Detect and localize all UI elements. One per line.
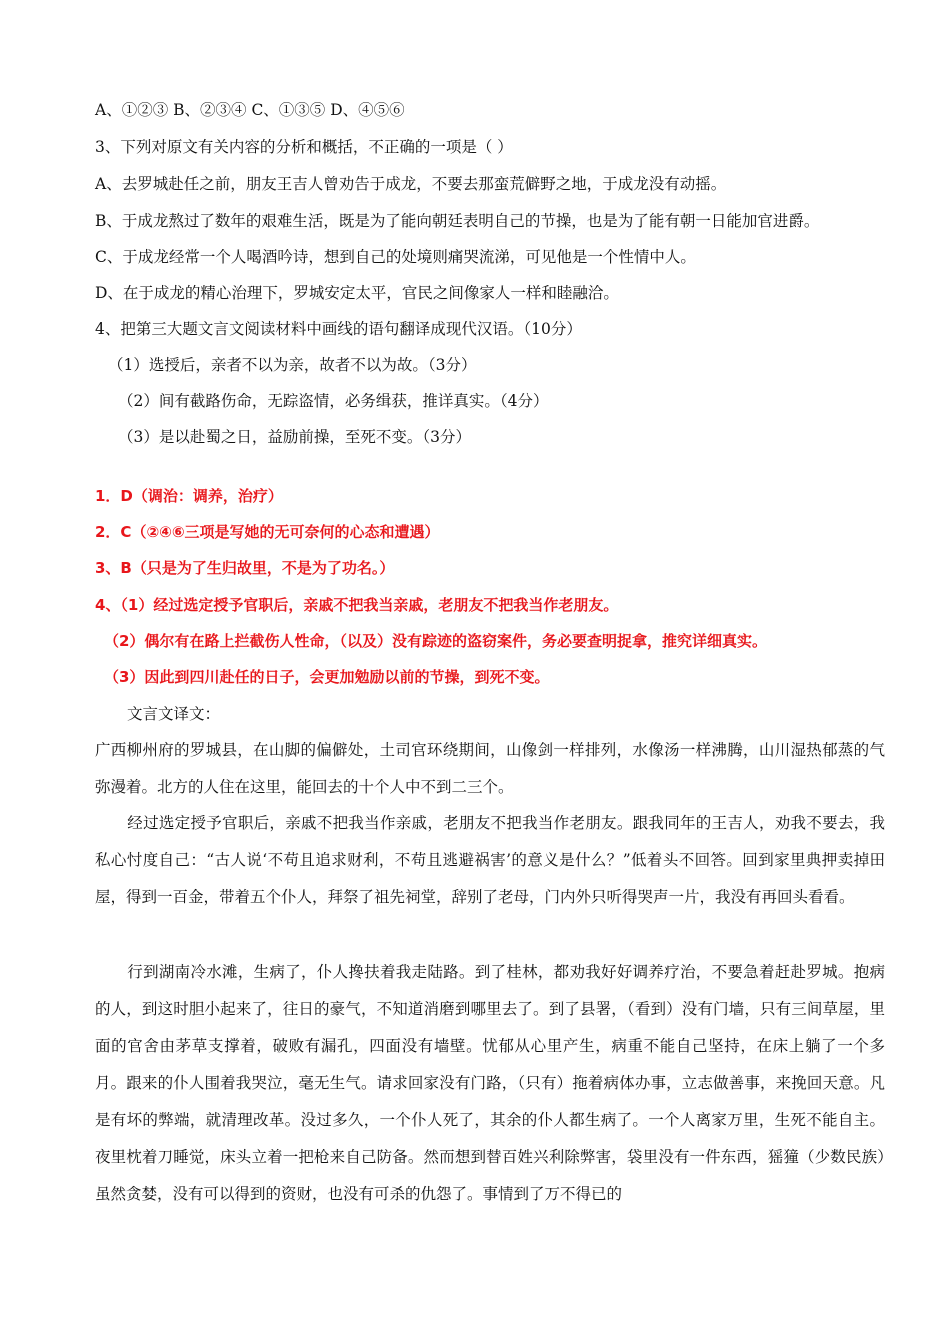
- answer-3: 3、B（只是为了生归故里，不是为了功名。）: [95, 559, 395, 577]
- q3-stem: 3、下列对原文有关内容的分析和概括，不正确的一项是（ ）: [95, 138, 513, 156]
- q4-sentence-1: （1）选授后，亲者不以为亲，故者不以为故。（3分）: [108, 356, 477, 374]
- answer-4-part-1: 4、（1）经过选定授予官职后，亲戚不把我当亲戚，老朋友不把我当作老朋友。: [95, 596, 619, 614]
- q3-option-d: D、在于成龙的精心治理下，罗城安定太平，官民之间像家人一样和睦融洽。: [95, 284, 619, 302]
- q3-option-b: B、于成龙熬过了数年的艰难生活，既是为了能向朝廷表明自己的节操，也是为了能有朝一日能加官进爵。: [95, 212, 820, 230]
- answer-2: 2．C（②④⑥三项是写她的无可奈何的心态和遭遇）: [95, 523, 440, 541]
- q2-options: A、①②③ B、②③④ C、①③⑤ D、④⑤⑥: [95, 101, 405, 119]
- translation-paragraph-3: 行到湖南冷水滩，生病了，仆人搀扶着我走陆路。到了桂林，都劝我好好调养疗治，不要急着赶赴罗城。抱病的人，到这时胆小起来了，往日的豪气，不知道消磨到哪里去了。到了县署，（看到）没有门墙，只有三间草屋，里面的官舍由茅草支撑着，破败有漏孔，四面没有墙壁。忧郁从心里产生，病重不能自己坚持，在床上躺了一个多月。跟来的仆人围着我哭泣，毫无生气。请求回家没有门路，（只有）拖着病体办事，立志做善事，来挽回天意。凡是有坏的弊端，就清理改革。没过多久，一个仆人死了，其余的仆人都生病了。一个人离家万里，生死不能自主。夜里枕着刀睡觉，床头立着一把枪来自己防备。然而想到替百姓兴利除弊害，袋里没有一件东西，猺獞（少数民族）虽然贪婪，没有可以得到的资财，也没有可杀的仇怨了。事情到了万不得已的: [95, 963, 885, 1203]
- translation-heading: 文言文译文：: [127, 705, 221, 723]
- q4-sentence-3: （3）是以赴蜀之日，益励前操，至死不变。（3分）: [118, 428, 471, 446]
- q4-sentence-2: （2）间有截路伤命，无踪盗情，必务缉获，推详真实。（4分）: [118, 392, 549, 410]
- answer-4-part-3: （3）因此到四川赴任的日子，会更加勉励以前的节操，到死不变。: [104, 668, 550, 686]
- answer-4-part-2: （2）偶尔有在路上拦截伤人性命，（以及）没有踪迹的盗窃案件，务必要查明捉拿，推究详细真实。: [104, 632, 767, 650]
- translation-paragraph-1: 广西柳州府的罗城县，在山脚的偏僻处，土司官环绕期间，山像剑一样排列，水像汤一样沸腾，山川湿热郁蒸的气弥漫着。北方的人住在这里，能回去的十个人中不到二三个。: [95, 741, 885, 796]
- translation-paragraph-2: 经过选定授予官职后，亲戚不把我当作亲戚，老朋友不把我当作老朋友。跟我同年的王吉人，劝我不要去，我私心忖度自己：“古人说‘不苟且追求财利，不苟且逃避祸害’的意义是什么？”低着头不回答。回到家里典押卖掉田屋，得到一百金，带着五个仆人，拜祭了祖先祠堂，辞别了老母，门内外只听得哭声一片，我没有再回头看看。: [95, 814, 885, 906]
- q3-option-c: C、于成龙经常一个人喝酒吟诗，想到自己的处境则痛哭流涕，可见他是一个性情中人。: [95, 248, 696, 266]
- q3-option-a: A、去罗城赴任之前，朋友王吉人曾劝告于成龙，不要去那蛮荒僻野之地，于成龙没有动摇。: [95, 175, 727, 193]
- q4-stem: 4、把第三大题文言文阅读材料中画线的语句翻译成现代汉语。（10分）: [95, 320, 582, 338]
- answer-1: 1．D（调治：调养，治疗）: [95, 487, 283, 505]
